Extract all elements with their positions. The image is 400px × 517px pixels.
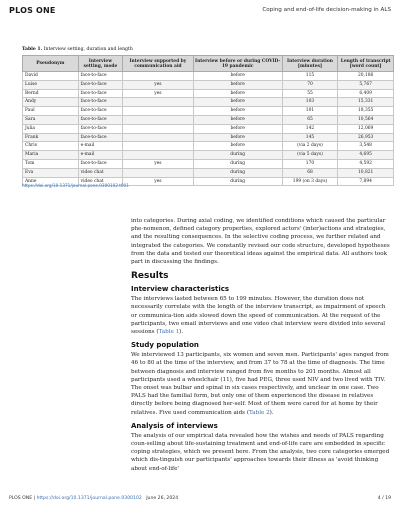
article-body	[131, 217, 393, 473]
cell-duration: 142	[282, 124, 338, 133]
cell-communication-aid: yes	[123, 159, 193, 168]
cell-pseudonym: Bernd	[23, 89, 79, 98]
table-row	[23, 159, 394, 168]
cell-transcript-length: 5,767	[338, 80, 394, 89]
cell-setting: face-to-face	[78, 159, 123, 168]
footer-separator: |	[32, 496, 37, 501]
table-row	[23, 115, 394, 124]
footer-date: June 26, 2024	[146, 496, 179, 501]
cell-communication-aid	[123, 168, 193, 177]
cell-pseudonym: Anne	[23, 177, 79, 186]
table-caption	[22, 47, 133, 52]
table-caption-label: Table 1.	[22, 47, 43, 52]
cell-covid-period: before	[193, 115, 282, 124]
cell-setting: face-to-face	[78, 115, 123, 124]
table-caption-text: Interview setting, duration and length	[43, 47, 133, 52]
cell-duration: 65	[282, 115, 338, 124]
population-text-end: ).	[269, 409, 274, 416]
cell-duration: 103	[282, 98, 338, 107]
cell-communication-aid	[123, 115, 193, 124]
cell-communication-aid	[123, 151, 193, 160]
cell-communication-aid	[123, 133, 193, 142]
journal-logo: PLOS ONE	[9, 6, 56, 15]
population-paragraph	[131, 351, 393, 417]
interview-table	[22, 55, 394, 186]
column-header-duration: Interview duration [minutes]	[282, 56, 338, 72]
cell-covid-period: before	[193, 98, 282, 107]
cell-communication-aid: yes	[123, 80, 193, 89]
cell-pseudonym: Paul	[23, 107, 79, 116]
cell-duration: 101	[282, 107, 338, 116]
cell-pseudonym: Julia	[23, 124, 79, 133]
cell-transcript-length: 3,548	[338, 142, 394, 151]
page-header	[9, 6, 391, 18]
cell-setting: e-mail	[78, 142, 123, 151]
column-header-setting: Interview setting, mode	[78, 56, 123, 72]
cell-communication-aid	[123, 107, 193, 116]
cell-transcript-length: 20,186	[338, 72, 394, 81]
table-row	[23, 72, 394, 81]
cell-covid-period: before	[193, 80, 282, 89]
table-body	[23, 72, 394, 186]
intro-paragraph: into categories. During axial coding, we identified conditions which caused the particular phe-nomenon, defined category properties, explored actors' (inter)actions and strategies, and the resulting consequences. In the selective coding process, we further related and integrated the categories. We constantly revised our code structure, developed hypotheses from the data and tested our theoretical ideas against the empirical data. All authors took part in discussing the findings.	[131, 218, 390, 266]
cell-transcript-length: 10,821	[338, 168, 394, 177]
cell-pseudonym: Eva	[23, 168, 79, 177]
running-title: Coping and end-of-life decision-making in ALS	[262, 7, 391, 13]
cell-covid-period: before	[193, 89, 282, 98]
cell-covid-period: before	[193, 72, 282, 81]
cell-pseudonym: David	[23, 72, 79, 81]
cell-covid-period: during	[193, 151, 282, 160]
table-row	[23, 80, 394, 89]
cell-pseudonym: Luise	[23, 80, 79, 89]
cell-communication-aid	[123, 142, 193, 151]
table-2-link[interactable]: Table 2	[249, 409, 270, 416]
cell-setting: face-to-face	[78, 80, 123, 89]
cell-duration: (via 5 days)	[282, 151, 338, 160]
cell-covid-period: during	[193, 177, 282, 186]
study-population-heading: Study population	[131, 341, 199, 350]
cell-transcript-length: 12,069	[338, 124, 394, 133]
cell-duration: (via 2 days)	[282, 142, 338, 151]
cell-setting: face-to-face	[78, 133, 123, 142]
table-header-row	[23, 56, 394, 72]
cell-duration: 55	[282, 89, 338, 98]
cell-covid-period: before	[193, 133, 282, 142]
table-row	[23, 107, 394, 116]
cell-duration: 145	[282, 133, 338, 142]
page-footer	[9, 496, 391, 506]
cell-transcript-length: 6,409	[338, 89, 394, 98]
cell-setting: video chat	[78, 177, 123, 186]
cell-pseudonym: Chris	[23, 142, 79, 151]
cell-setting: video chat	[78, 168, 123, 177]
table-row	[23, 142, 394, 151]
cell-covid-period: before	[193, 142, 282, 151]
table-row	[23, 133, 394, 142]
cell-duration: 199 (on 3 days)	[282, 177, 338, 186]
cell-setting: face-to-face	[78, 98, 123, 107]
footer-doi-link[interactable]: https://doi.org/10.1371/journal.pone.0300102	[36, 496, 142, 501]
interview-text-end: ).	[179, 329, 184, 336]
cell-communication-aid	[123, 72, 193, 81]
analysis-paragraph: The analysis of our empirical data revealed how the wishes and needs of PALS regarding coun-selling about life-sustaining treatment and end-of-life care are embedded in specific coping strategies, which we present here. From the analysis, two core categories emerged which dis-tinguish our participants' approaches towards their illness as 'avoid thinking about end-of-life'	[131, 432, 390, 472]
cell-setting: face-to-face	[78, 124, 123, 133]
cell-transcript-length: 26,953	[338, 133, 394, 142]
footer-citation	[9, 496, 178, 501]
cell-transcript-length: 15,331	[338, 98, 394, 107]
table-row	[23, 168, 394, 177]
cell-pseudonym: Frank	[23, 133, 79, 142]
cell-transcript-length: 10,564	[338, 115, 394, 124]
cell-transcript-length: 4,592	[338, 159, 394, 168]
cell-duration: 170	[282, 159, 338, 168]
table-doi-link[interactable]: https://doi.org/10.1371/journal.pone.0300102.t001	[22, 183, 129, 188]
cell-covid-period: during	[193, 159, 282, 168]
page-number: 4 / 19	[377, 496, 391, 501]
cell-communication-aid	[123, 124, 193, 133]
table-1-link[interactable]: Table 1	[158, 329, 180, 336]
cell-covid-period: during	[193, 168, 282, 177]
cell-transcript-length: 4,695	[338, 151, 394, 160]
analysis-heading: Analysis of interviews	[131, 421, 218, 430]
column-header-covid: Interview before or during COVID-19 pandemic	[193, 56, 282, 72]
table-row	[23, 98, 394, 107]
interview-text: The interviews lasted between 65 to 199 minutes. However, the duration does not necessarily correlate with the length of the interview transcript, as impairment of speech or communica-tion aids slowed down the speed of communication. At the request of the participants, two email interviews and one video chat interview were divided into several sessions (	[131, 296, 386, 336]
cell-pseudonym: Maria	[23, 151, 79, 160]
results-heading: Results	[131, 271, 169, 282]
cell-pseudonym: Tom	[23, 159, 79, 168]
cell-communication-aid: yes	[123, 177, 193, 186]
population-text: We interviewed 13 participants, six women and seven men. Participants' ages ranged from 46 to 80 at the time of the interview, and from 37 to 78 at the time of diagnosis. The time between diagnosis and interview ranged from five months to 201 months. Almost all participants used a wheelchair (11), five had PEG, three used NIV and two lived with TIV. The onset was bulbar and spinal in six cases respectively, and unclear in one case. Two PALS had the familial form, but only one of them experienced the disease in relatives directly before being diagnosed her-self. Most of them were cared for at home by their relatives. Five used communication aids (	[131, 352, 389, 416]
cell-covid-period: before	[193, 107, 282, 116]
column-header-transcript-length: Length of transcript [word count]	[338, 56, 394, 72]
table-row	[23, 151, 394, 160]
interview-paragraph	[131, 295, 393, 336]
cell-setting: e-mail	[78, 151, 123, 160]
cell-setting: face-to-face	[78, 72, 123, 81]
cell-duration: 68	[282, 168, 338, 177]
cell-communication-aid: yes	[123, 89, 193, 98]
cell-duration: 70	[282, 80, 338, 89]
table-row	[23, 89, 394, 98]
column-header-pseudonym: Pseudonym	[23, 56, 79, 72]
table-row	[23, 124, 394, 133]
cell-pseudonym: Sara	[23, 115, 79, 124]
cell-transcript-length: 7,894	[338, 177, 394, 186]
cell-transcript-length: 18,355	[338, 107, 394, 116]
cell-duration: 115	[282, 72, 338, 81]
cell-pseudonym: Andy	[23, 98, 79, 107]
cell-setting: face-to-face	[78, 89, 123, 98]
footer-journal: PLOS ONE	[9, 496, 33, 501]
cell-covid-period: before	[193, 124, 282, 133]
cell-setting: face-to-face	[78, 107, 123, 116]
interview-characteristics-heading: Interview characteristics	[131, 285, 230, 294]
column-header-communication-aid: Interview supported by communication aid	[123, 56, 193, 72]
cell-communication-aid	[123, 98, 193, 107]
